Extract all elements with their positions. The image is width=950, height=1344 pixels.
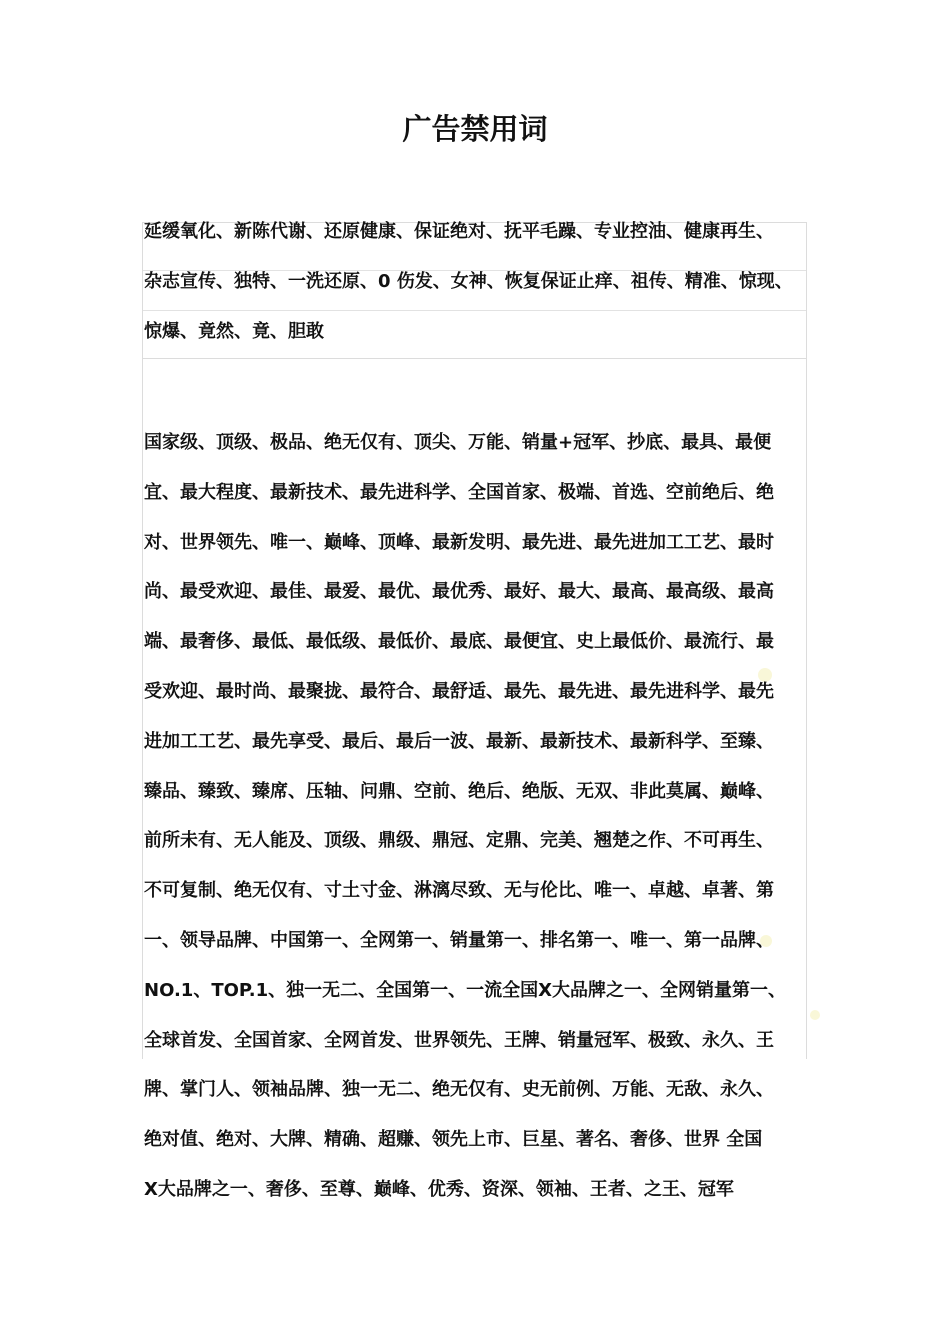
text-line: 延缓氧化、新陈代谢、还原健康、保证绝对、抚平毛躁、专业控油、健康再生、 xyxy=(144,221,774,242)
text-line: NO.1、TOP.1、独一无二、全国第一、一流全国Ⅹ大品牌之一、全网销量第一、 xyxy=(144,979,787,1001)
text-line: 端、最奢侈、最低、最低级、最低价、最底、最便宜、史上最低价、最流行、最 xyxy=(144,631,774,653)
text-line: 臻品、臻致、臻席、压轴、问鼎、空前、绝后、绝版、无双、非此莫属、巅峰、 xyxy=(144,780,774,802)
text-line: 绝对值、绝对、大牌、精确、超赚、领先上市、巨星、著名、奢侈、世界 全国 xyxy=(144,1129,763,1151)
text-line: 宜、最大程度、最新技术、最先进科学、全国首家、极端、首选、空前绝后、绝 xyxy=(144,481,774,503)
text-line: 一、领导品牌、中国第一、全网第一、销量第一、排名第一、唯一、第一品牌、 xyxy=(144,929,774,951)
table-border-left xyxy=(142,359,143,1059)
text-line: 前所未有、无人能及、顶级、鼎级、鼎冠、定鼎、完美、翘楚之作、不可再生、 xyxy=(144,830,774,852)
text-line: 国家级、顶级、极品、绝无仅有、顶尖、万能、销量+冠军、抄底、最具、最便 xyxy=(144,432,772,453)
text-line: 牌、掌门人、领袖品牌、独一无二、绝无仅有、史无前例、万能、无敌、永久、 xyxy=(144,1079,774,1101)
text-line: Ⅹ大品牌之一、奢侈、至尊、巅峰、优秀、资深、领袖、王者、之王、冠军 xyxy=(144,1178,734,1200)
text-line: 惊爆、竟然、竟、胆敢 xyxy=(144,320,324,342)
text-line: 杂志宣传、独特、一洗还原、0 伤发、女神、恢复保证止痒、祖传、精准、惊现、 xyxy=(144,270,793,292)
text-line: 对、世界领先、唯一、巅峰、顶峰、最新发明、最先进、最先进加工工艺、最时 xyxy=(144,531,774,553)
text-line: 进加工工艺、最先享受、最后、最后一波、最新、最新技术、最新科学、至臻、 xyxy=(144,730,774,752)
page-title: 广告禁用词 xyxy=(402,112,548,147)
text-line: 受欢迎、最时尚、最聚拢、最符合、最舒适、最先、最先进、最先进科学、最先 xyxy=(144,680,774,702)
text-line: 全球首发、全国首家、全网首发、世界领先、王牌、销量冠军、极致、永久、王 xyxy=(144,1029,774,1051)
text-line: 尚、最受欢迎、最佳、最爱、最优、最优秀、最好、最大、最高、最高级、最高 xyxy=(144,581,774,603)
paragraph xyxy=(144,418,824,1215)
text-line: 不可复制、绝无仅有、寸土寸金、淋漓尽致、无与伦比、唯一、卓越、卓著、第 xyxy=(144,880,774,902)
paragraph xyxy=(144,207,824,356)
